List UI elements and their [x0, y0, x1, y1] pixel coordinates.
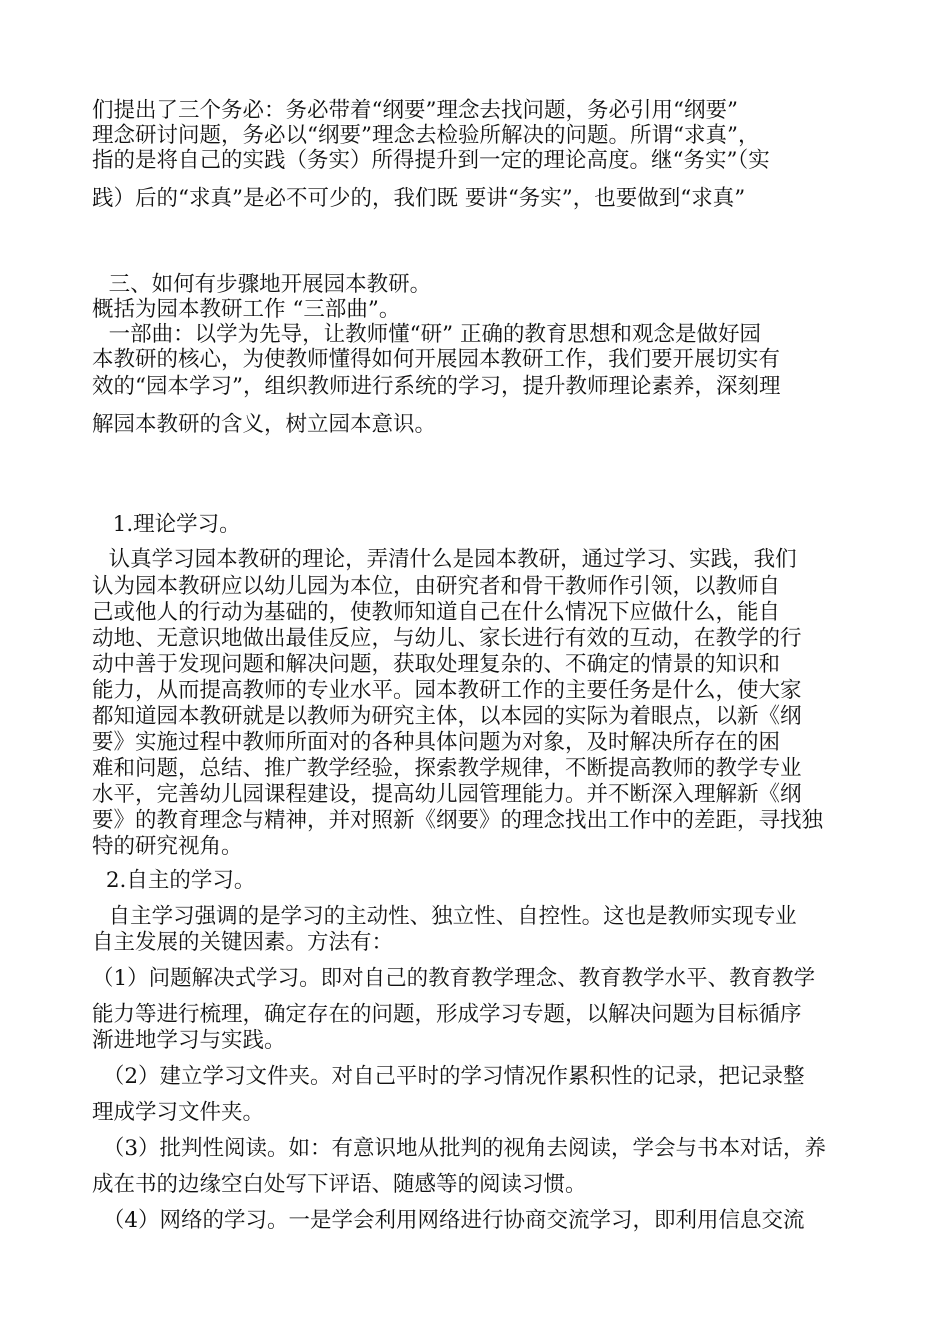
text-line: 认真学习园本教研的理论，弄清什么是园本教研，通过学习、实践，我们: [95, 547, 797, 572]
text-line: （2）建立学习文件夹。对自己平时的学习情况作累积性的记录，把记录整: [96, 1064, 805, 1089]
text-line: 水平，完善幼儿园课程建设，提高幼儿园管理能力。并不断深入理解新《纲: [92, 782, 802, 807]
text-line: 指的是将自己的实践（务实）所得提升到一定的理论高度。继“务实”（实: [92, 148, 770, 173]
section-heading: 三、如何有步骤地开展园本教研。: [95, 272, 432, 297]
text-line: （1）问题解决式学习。即对自己的教育教学理念、教育教学水平、教育教学: [92, 966, 816, 991]
text-line: （4）网络的学习。一是学会利用网络进行协商交流学习，即利用信息交流: [96, 1208, 805, 1233]
text-line: 能力，从而提高教师的专业水平。园本教研工作的主要任务是什么，使大家: [92, 678, 802, 703]
text-line: 难和问题，总结、推广教学经验，探索教学规律，不断提高教师的教学专业: [92, 756, 802, 781]
text-line: 效的“园本学习”，组织教师进行系统的学习，提升教师理论素养，深刻理: [92, 374, 781, 399]
text-line: 理成学习文件夹。: [92, 1100, 265, 1125]
subsection-heading: 2.自主的学习。: [99, 868, 256, 893]
text-line: 要》实施过程中教师所面对的各种具体问题为对象，及时解决所存在的困: [92, 730, 781, 755]
text-line: 本教研的核心，为使教师懂得如何开展园本教研工作，我们要开展切实有: [92, 347, 781, 372]
text-line: 动地、无意识地做出最佳反应，与幼儿、家长进行有效的互动，在教学的行: [92, 626, 802, 651]
text-line: 特的研究视角。: [92, 834, 243, 859]
text-line: 一部曲：以学为先导，让教师懂“研” 正确的教育思想和观念是做好园: [95, 322, 761, 347]
text-line: 渐进地学习与实践。: [92, 1028, 286, 1053]
text-line: 自主发展的关键因素。方法有：: [92, 930, 394, 955]
text-line: 自主学习强调的是学习的主动性、独立性、自控性。这也是教师实现专业: [95, 904, 797, 929]
text-line: （3）批判性阅读。如：有意识地从批判的视角去阅读，学会与书本对话，养: [96, 1136, 827, 1161]
text-line: 动中善于发现问题和解决问题，获取处理复杂的、不确定的情景的知识和: [92, 652, 781, 677]
text-line: 解园本教研的含义，树立园本意识。: [92, 412, 437, 437]
text-line: 概括为园本教研工作 “三部曲”。: [92, 297, 401, 322]
text-line: 践）后的“求真”是必不可少的，我们既 要讲“务实”，也要做到“求真”: [92, 186, 746, 211]
text-line: 都知道园本教研就是以教师为研究主体，以本园的实际为着眼点，以新《纲: [92, 704, 802, 729]
text-line: 要》的教育理念与精神，并对照新《纲要》的理念找出工作中的差距，寻找独: [92, 808, 824, 833]
text-line: 成在书的边缘空白处写下评语、随感等的阅读习惯。: [92, 1172, 587, 1197]
subsection-heading: 1.理论学习。: [99, 512, 241, 537]
text-line: 认为园本教研应以幼儿园为本位，由研究者和骨干教师作引领，以教师自: [92, 574, 781, 599]
text-line: 理念研讨问题，务必以“纲要”理念去检验所解决的问题。所谓“求真”，: [92, 123, 760, 148]
text-line: 己或他人的行动为基础的，使教师知道自己在什么情况下应做什么，能自: [92, 600, 781, 625]
text-line: 们提出了三个务必：务必带着“纲要”理念去找问题，务必引用“纲要”: [92, 98, 738, 123]
text-line: 能力等进行梳理，确定存在的问题，形成学习专题，以解决问题为目标循序: [92, 1002, 802, 1027]
